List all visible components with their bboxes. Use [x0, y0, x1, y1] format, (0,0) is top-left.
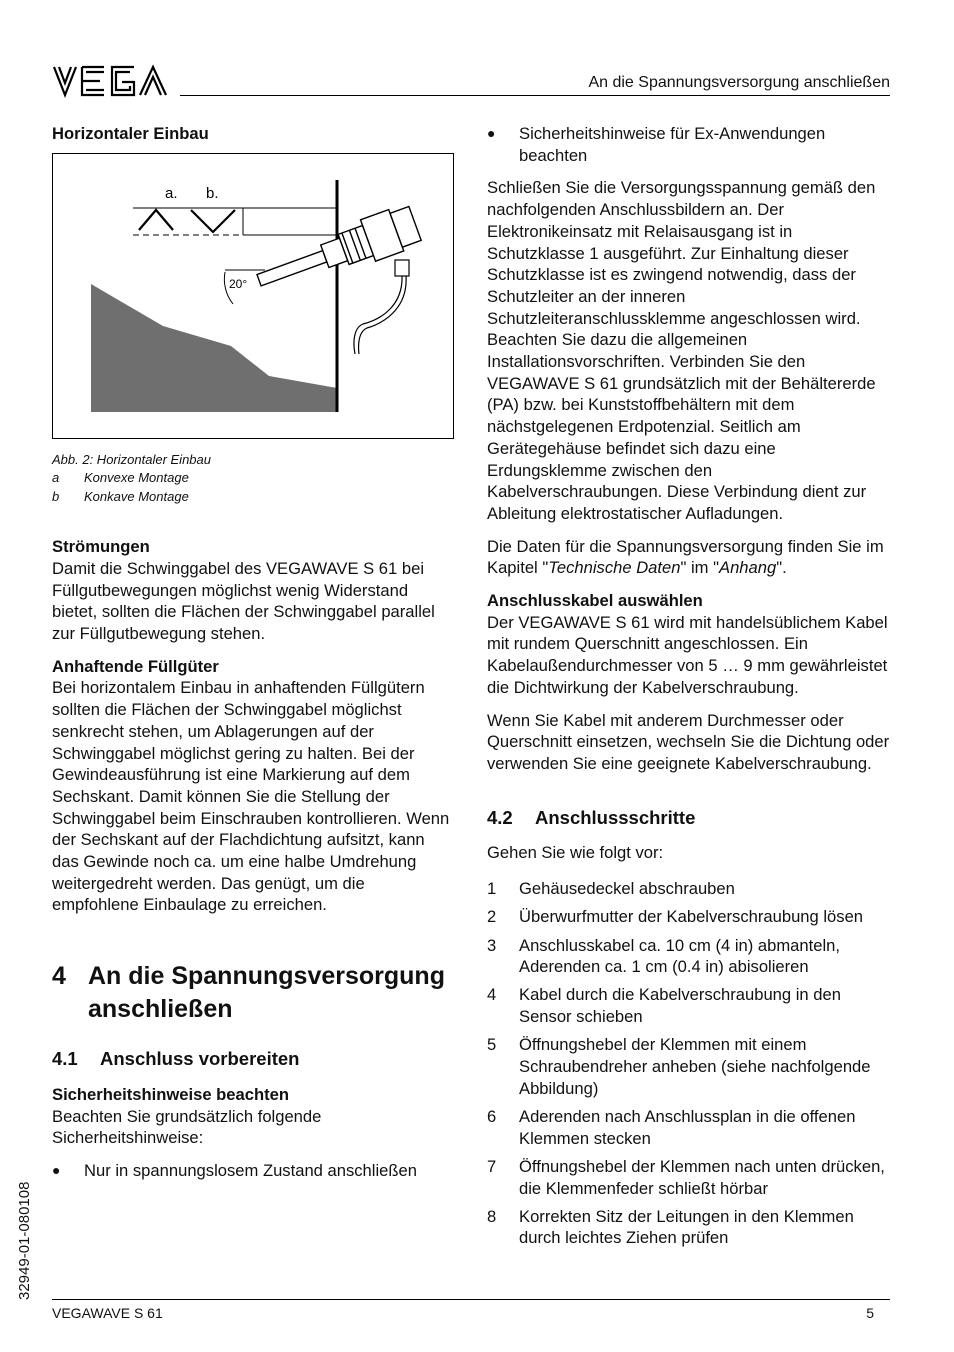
chapter-heading — [52, 960, 456, 1026]
caption-text-b: Konkave Montage — [84, 488, 189, 504]
connection-paragraph: Schließen Sie die Versorgungsspannung gemäß den nachfolgenden Anschlussbildern an. Der Elektronikeinsatz mit Relaisausgang ist in Schutzklasse 1 ausgeführt. Zur Einhaltung dieser Schutzklasse ist es zwingend notwendig, dass der Schutzleiter an der inneren Schutzleiteranschlussklemme angeschlossen wird. Beachten Sie dazu die allgemeinen Installationsvorschriften. Verbinden Sie den VEGAWAVE S 61 grundsätzlich mit der Behältererde (PA) bzw. bei Kunststoffbehältern mit dem nächstgelegenen Erdpotenzial. Seitlich am Gerätegehäuse befindet sich dazu eine Erdungsklemme zwischen den Kabelverschraubungen. Diese Verbindung dient zur Ableitung elektrostatischer Aufladungen. — [487, 178, 876, 523]
left-column — [52, 123, 456, 1182]
step-number: 1 — [487, 879, 497, 899]
anhaftende-heading: Anhaftende Füllgüter — [52, 656, 219, 676]
power-data-text-mid: " im " — [680, 558, 719, 578]
figure-caption — [52, 451, 456, 507]
step-number: 4 — [487, 985, 497, 1005]
bullet-icon: ● — [52, 1161, 61, 1178]
chapter-title: An die Spannungsversorgung anschließen — [88, 962, 445, 1024]
bullet-item — [487, 123, 891, 166]
running-header: An die Spannungsversorgung anschließen — [588, 74, 890, 91]
step-number: 3 — [487, 935, 497, 955]
header-rule — [180, 95, 890, 96]
logo-text: VEGA — [52, 64, 55, 65]
figure-label-a: a. — [165, 184, 178, 202]
section-4-1-heading — [52, 1048, 456, 1070]
step-item — [487, 878, 891, 900]
step-number: 8 — [487, 1206, 497, 1226]
step-text: Anschlusskabel ca. 10 cm (4 in) abmanteln, Aderenden ca. 1 cm (0.4 in) abisolieren — [519, 935, 840, 977]
figure-heading: Horizontaler Einbau — [52, 124, 209, 143]
stroemungen-paragraph: Damit die Schwinggabel des VEGAWAVE S 61 bei Füllgutbewegungen möglichst wenig Widerstand bietet, sollten die Flächen der Schwinggabel parallel zur Füllgutbewegung stehen. — [52, 558, 435, 644]
bullet-item — [52, 1160, 456, 1182]
step-text: Aderenden nach Anschlussplan in die offenen Klemmen stecken — [519, 1106, 856, 1148]
sensor-drawing — [53, 154, 453, 438]
step-number: 6 — [487, 1106, 497, 1126]
step-text: Korrekten Sitz der Leitungen in den Klemmen durch leichtes Ziehen prüfen — [519, 1206, 854, 1248]
figure-label-b: b. — [206, 184, 219, 202]
footer-product: VEGAWAVE S 61 — [52, 1305, 163, 1321]
anhaftende-paragraph: Bei horizontalem Einbau in anhaftenden Füllgütern sollten die Flächen der Schwinggabel möglichst senkrecht stehen, um Ablagerungen auf der Schwinggabel möglichst gering zu halten. Bei der Gewindeausführung ist eine Markierung auf dem Sechskant. Damit können Sie die Stellung der Schwinggabel beim Einschrauben kontrollieren. Wenn der Sechskant auf der Flachdichtung aufsitzt, kann das Gewinde noch ca. um eine halbe Umdrehung weitergedreht werden. Das genügt, um die empfohlene Einbaulage zu erreichen. — [52, 678, 450, 915]
sicherheit-heading: Sicherheitshinweise beachten — [52, 1084, 290, 1104]
caption-key-b: b — [52, 488, 60, 504]
steps-intro: Gehen Sie wie folgt vor: — [487, 843, 664, 863]
footer-rule — [52, 1299, 890, 1300]
power-data-text-pre: Die Daten für die Spannungsversorgung finden Sie im Kapitel " — [487, 536, 884, 578]
step-text: Kabel durch die Kabelverschraubung in den Sensor schieben — [519, 985, 841, 1027]
caption-text-a: Konvexe Montage — [84, 470, 189, 486]
power-data-text-post: ". — [776, 558, 787, 578]
chapter-number: 4 — [52, 962, 66, 991]
kabel-heading: Anschlusskabel auswählen — [487, 591, 703, 611]
step-item — [487, 1156, 891, 1199]
section-4-2-heading — [487, 807, 891, 829]
step-text: Überwurfmutter der Kabelverschraubung lösen — [519, 907, 864, 927]
power-data-paragraph — [487, 536, 891, 579]
steps-list — [487, 878, 891, 1249]
caption-key-a: a — [52, 470, 60, 486]
bullet-text-1: Nur in spannungslosem Zustand anschließen — [84, 1160, 417, 1180]
step-text: Öffnungshebel der Klemmen nach unten drücken, die Klemmenfeder schließt hörbar — [519, 1156, 885, 1198]
section-4-1-number: 4.1 — [52, 1048, 78, 1070]
step-text: Öffnungshebel der Klemmen mit einem Schraubendreher anheben (siehe nachfolgende Abbildung) — [519, 1035, 871, 1098]
step-number: 2 — [487, 907, 497, 927]
installation-figure — [52, 153, 454, 439]
document-code: 32949-01-080108 — [16, 1181, 33, 1300]
step-item — [487, 984, 891, 1027]
power-data-link-technische-daten: Technische Daten — [548, 558, 681, 578]
section-4-2-number: 4.2 — [487, 806, 513, 828]
step-item — [487, 1206, 891, 1249]
figure-angle-label: 20° — [229, 276, 248, 291]
step-text: Gehäusedeckel abschrauben — [519, 879, 735, 899]
vega-logo — [52, 64, 168, 98]
step-item — [487, 1106, 891, 1149]
section-4-1-title: Anschluss vorbereiten — [100, 1048, 300, 1070]
step-number: 7 — [487, 1156, 497, 1176]
sicherheit-paragraph: Beachten Sie grundsätzlich folgende Sicherheitshinweise: — [52, 1106, 322, 1148]
stroemungen-heading: Strömungen — [52, 537, 150, 557]
step-item — [487, 1034, 891, 1099]
step-item — [487, 906, 891, 928]
caption-title: Abb. 2: Horizontaler Einbau — [52, 451, 211, 467]
kabel-paragraph-2: Wenn Sie Kabel mit anderem Durchmesser oder Querschnitt einsetzen, wechseln Sie die Dichtung oder verwenden Sie eine geeignete Kabelverschraubung. — [487, 710, 890, 773]
bullet-icon: ● — [487, 125, 496, 141]
section-4-2-title: Anschlussschritte — [535, 806, 696, 828]
step-number: 5 — [487, 1035, 497, 1055]
power-data-link-anhang: Anhang — [719, 558, 777, 578]
page-number: 5 — [866, 1305, 874, 1321]
bullet-text-2: Sicherheitshinweise für Ex-Anwendungen beachten — [519, 124, 826, 165]
right-column — [487, 123, 891, 1256]
kabel-paragraph: Der VEGAWAVE S 61 wird mit handelsüblichem Kabel mit rundem Querschnitt angeschlossen. Ein Kabelaußendurchmesser von 5 … 9 mm gewährleistet die Dichtwirkung der Kabelverschraubung. — [487, 612, 888, 697]
step-item — [487, 935, 891, 978]
